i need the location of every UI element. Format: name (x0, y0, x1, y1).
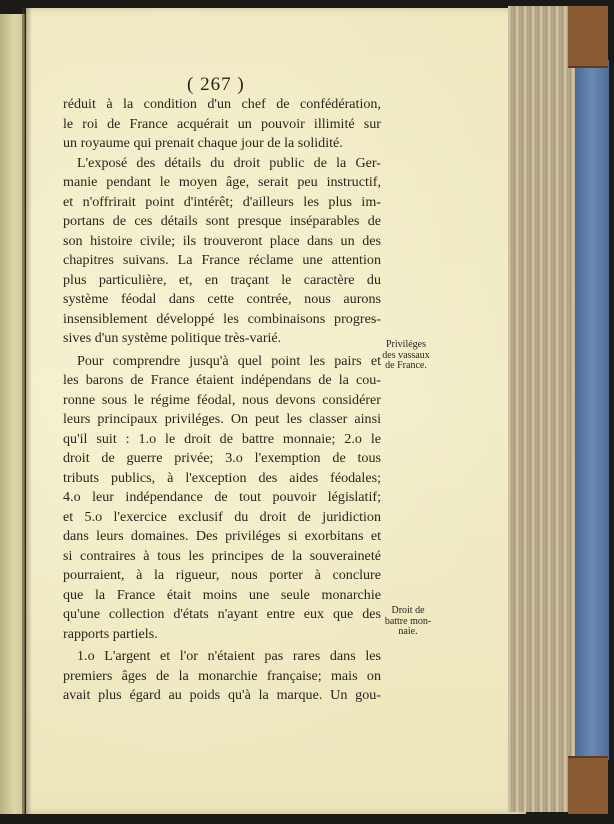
text-line: 1.o L'argent et l'or n'étaient pas rares dans les (77, 648, 381, 664)
margin-note-line: naie. (398, 626, 418, 637)
text-line: pourraient, à la rigueur, nous porter à conclure (63, 567, 381, 583)
margin-note-line: des vassaux (382, 349, 430, 361)
text-line: un royaume qui prenait chaque jour de la solidité. (63, 135, 343, 151)
text-line: système féodal dans cette contrée, nous aurons (63, 291, 381, 307)
text-line: le roi de France acquérait un pouvoir illimité sur (63, 115, 381, 132)
margin-note-line: de France. (385, 360, 427, 371)
text-line: leurs principaux priviléges. On peut les classer ainsi (63, 411, 381, 427)
margin-note-line: Priviléges (386, 339, 426, 350)
text-line: si contraires à tous les principes de la souveraineté (63, 547, 381, 564)
text-line: 4.o leur indépendance de tout pouvoir législatif; (63, 489, 381, 505)
text-line: chapitres suivans. La France réclame une attention (63, 252, 381, 268)
text-line: plus particulière, et, en traçant le caractère du (63, 271, 381, 288)
text-line: ronne sous le régime féodal, nous devons considérer (63, 391, 381, 408)
text-line: Pour comprendre jusqu'à quel point les pairs et (77, 352, 381, 369)
text-line: avait plus égard au poids qu'à la marque. Un gou- (63, 687, 381, 703)
text-line: et n'offrirait point d'intérêt; d'ailleurs les plus im- (63, 193, 381, 210)
page-block-edge (508, 6, 583, 812)
text-line: L'exposé des détails du droit public de la Ger- (77, 154, 381, 171)
text-line: qu'il suit : 1.o le droit de battre monnaie; 2.o le (63, 430, 381, 447)
text-line: réduit à la condition d'un chef de confédération, (63, 96, 381, 112)
text-line: tributs publics, à l'exception des aides féodales; (63, 469, 381, 486)
margin-note-privileges (376, 340, 436, 372)
text-line: qu'une collection d'états n'ayant entre eux que des (63, 606, 381, 622)
text-line: dans leurs domaines. Des priviléges si exorbitans et (63, 528, 381, 544)
text-line: sives d'un système politique très-varié. (63, 330, 282, 346)
body-text (63, 95, 381, 706)
margin-note-coinage (378, 606, 438, 638)
leather-corner-bottom (568, 756, 608, 814)
text-line: droit de guerre privée; 3.o l'exemption de tous (63, 450, 381, 466)
text-line: que la France était moins une seule monarchie (63, 586, 381, 603)
page-number: ( 267 ) (187, 74, 245, 95)
text-line: rapports partiels. (63, 625, 158, 642)
text-line: les barons de France étaient indépendans de la cou- (63, 372, 381, 388)
margin-note-line: battre mon- (384, 615, 432, 627)
margin-note-line: Droit de (391, 605, 425, 616)
book-cover-board (575, 60, 609, 760)
leather-corner-top (568, 6, 608, 68)
text-line: premiers âges de la monarchie française; mais on (63, 667, 381, 684)
spine-shadow (22, 8, 32, 814)
text-line: manie pendant le moyen âge, serait peu instructif, (63, 174, 381, 190)
text-line: et 5.o l'exercice exclusif du droit de juridiction (63, 508, 381, 525)
text-line: portans de ces détails sont presque inséparables de (63, 213, 381, 229)
text-line: insensiblement développé les combinaisons progres- (63, 310, 381, 327)
text-line: son histoire civile; ils trouveront place dans un des (63, 232, 381, 249)
